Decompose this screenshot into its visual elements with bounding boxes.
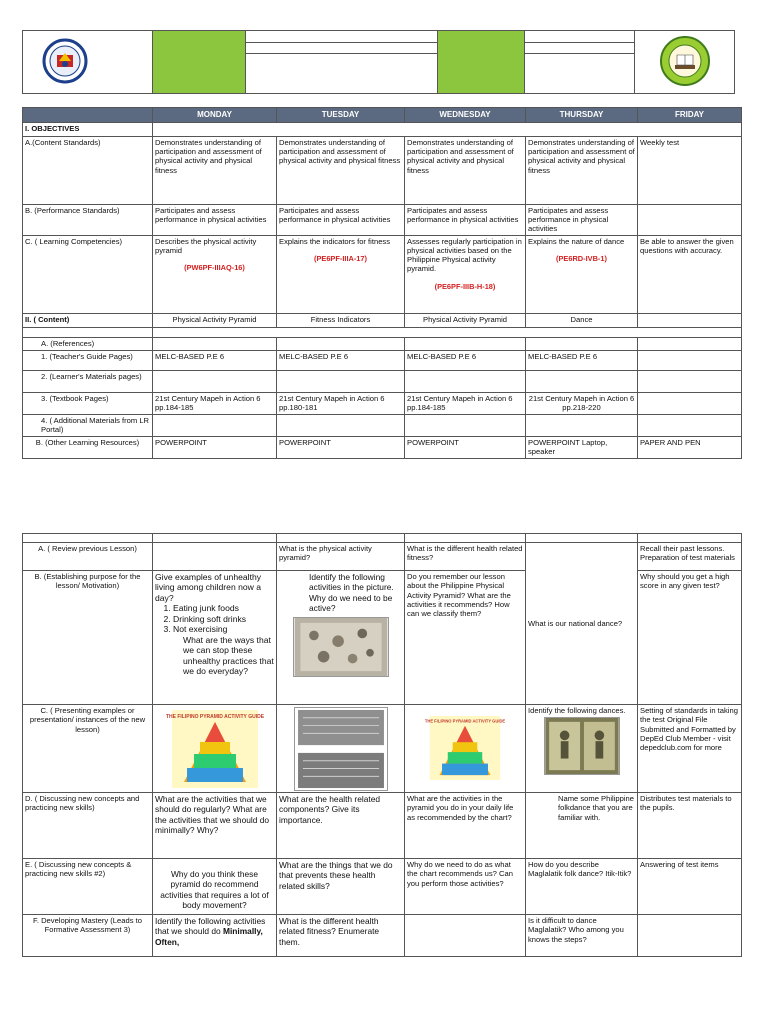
presenting-label: C. ( Presenting examples or presentation/ instances of the new lesson)	[23, 705, 153, 793]
pyramid-guide-image	[165, 710, 264, 788]
corner-header	[23, 108, 153, 123]
day-header-monday: MONDAY	[153, 108, 277, 123]
discussing2-wed: Why do we need to do as what the chart recommends us? Can you perform those activities?	[405, 859, 526, 915]
performance-standards-wed: Participates and assess performance in physical activities	[405, 204, 526, 235]
header-field-6	[525, 54, 635, 94]
discussing1-fri: Distributes test materials to the pupils.	[638, 793, 742, 859]
other-resources-tue: POWERPOINT	[277, 436, 405, 458]
unhealthy-list	[173, 603, 274, 634]
competency-code: (PE6PF-IIIA-17)	[314, 253, 367, 263]
purpose-wed: Do you remember our lesson about the Philippine Physical Activity Pyramid? What are the activities it recommends? How can we classify them?	[405, 571, 526, 705]
teachers-guide-mon: MELC-BASED P.E 6	[153, 350, 277, 370]
presenting-thu-text: Identify the following dances.	[528, 706, 626, 715]
other-resources-mon: POWERPOINT	[153, 436, 277, 458]
objectives-blank	[153, 122, 742, 136]
content-wed: Physical Activity Pyramid	[405, 313, 526, 327]
presenting-fri: Setting of standards in taking the test Original File Submitted and Formatted by DepEd Club Member - visit depedclub.com for more	[638, 705, 742, 793]
performance-standards-label: B. (Performance Standards)	[23, 204, 153, 235]
competency-text: Assesses regularly participation in physical activities based on the Philippine Physical activity pyramid.	[407, 236, 522, 274]
content-tue: Fitness Indicators	[277, 313, 405, 327]
header-field-2	[525, 31, 635, 43]
discussing1-label: D. ( Discussing new concepts and practicing new skills)	[23, 793, 153, 859]
school-seal-icon	[635, 31, 735, 91]
competencies-fri: Be able to answer the given questions with accuracy.	[638, 235, 742, 313]
mastery-mon-text: Identify the following activities that we should do	[155, 916, 266, 937]
day-header-thursday: THURSDAY	[526, 108, 638, 123]
discussing1-wed: What are the activities in the pyramid you do in your daily life as recommended by the chart?	[405, 793, 526, 859]
purpose-tue-text: Identify the following activities in the picture. Why do we need to be active?	[309, 572, 394, 613]
discussing2-thu: How do you describe Maglalatik folk dance? Itik-Itik?	[526, 859, 638, 915]
list-item: 1. Eating junk foods	[173, 603, 274, 613]
presenting-mon	[153, 705, 277, 793]
purpose-fri: Why should you get a high score in any given test?	[638, 571, 742, 705]
textbook-wed: 21st Century Mapeh in Action 6 pp.184-185	[405, 392, 526, 414]
presenting-wed	[405, 705, 526, 793]
performance-standards-thu: Participates and assess performance in physical activities	[526, 204, 638, 235]
competency-code: (PE6PF-IIIB-H-18)	[434, 281, 496, 291]
pyramid-title: THE FILIPINO PYRAMID ACTIVITY GUIDE	[165, 714, 264, 720]
content-standards-label: A.(Content Standards)	[23, 136, 153, 204]
performance-standards-fri	[638, 204, 742, 235]
pyramid-guide-image-2	[424, 716, 506, 780]
discussing2-fri: Answering of test items	[638, 859, 742, 915]
purpose-mon-outro: What are the ways that we can stop these unhealthy practices that we do everyday?	[183, 634, 274, 677]
discussing1-thu	[526, 793, 638, 859]
textbook-tue: 21st Century Mapeh in Action 6 pp.180-181	[277, 392, 405, 414]
other-resources-thu: POWERPOINT Laptop, speaker	[526, 436, 638, 458]
review-wed: What is the different health related fitness?	[405, 543, 526, 571]
content-standards-tue: Demonstrates understanding of participation and assessment of physical activity and physical fitness	[277, 136, 405, 204]
activities-picture	[293, 617, 389, 677]
textbook-label: 3. (Textbook Pages)	[23, 392, 153, 414]
day-header-tuesday: TUESDAY	[277, 108, 405, 123]
deped-logo-cell	[23, 31, 153, 94]
day-header-friday: FRIDAY	[638, 108, 742, 123]
presenting-tue	[277, 705, 405, 793]
references-label: A. (References)	[23, 337, 153, 350]
objectives-heading: I. OBJECTIVES	[23, 122, 153, 136]
content-standards-fri: Weekly test	[638, 136, 742, 204]
learners-materials-label: 2. (Learner's Materials pages)	[23, 370, 153, 392]
header-green-block-1	[153, 31, 246, 94]
header-field-1	[246, 31, 438, 43]
teachers-guide-label: 1. (Teacher's Guide Pages)	[23, 350, 153, 370]
discussing1-mon: What are the activities that we should do regularly? What are the activities that we should do minimally? Why?	[153, 793, 277, 859]
textbook-thu: 21st Century Mapeh in Action 6 pp.218-220	[526, 392, 638, 414]
discussing1-thu-text: Name some Philippine folkdance that you are familiar with.	[558, 794, 634, 822]
mastery-fri	[638, 915, 742, 957]
other-resources-label: B. (Other Learning Resources)	[23, 436, 153, 458]
mastery-thu: Is it difficult to dance Maglalatik? Who among you knows the steps?	[526, 915, 638, 957]
purpose-mon	[153, 571, 277, 705]
performance-standards-mon: Participates and assess performance in physical activities	[153, 204, 277, 235]
content-label: II. ( Content)	[23, 313, 153, 327]
lesson-plan-table	[22, 107, 742, 459]
pyramid-title: THE FILIPINO PYRAMID ACTIVITY GUIDE	[424, 718, 506, 724]
discussing2-label: E. ( Discussing new concepts & practicing new skills #2)	[23, 859, 153, 915]
dance-picture	[544, 717, 620, 775]
mastery-tue: What is the different health related fitness? Enumerate them.	[277, 915, 405, 957]
purpose-mon-intro: Give examples of unhealthy living among children now a day?	[155, 572, 262, 603]
competencies-tue	[277, 235, 405, 313]
day-header-wednesday: WEDNESDAY	[405, 108, 526, 123]
purpose-label: B. (Establishing purpose for the lesson/ Motivation)	[23, 571, 153, 705]
school-header	[22, 30, 735, 94]
header-green-block-2	[438, 31, 525, 94]
presenting-thu	[526, 705, 638, 793]
teachers-guide-tue: MELC-BASED P.E 6	[277, 350, 405, 370]
procedures-table	[22, 533, 742, 957]
content-standards-thu: Demonstrates understanding of participation and assessment of physical activity and physical fitness	[526, 136, 638, 204]
competencies-wed	[405, 235, 526, 313]
school-logo-cell	[635, 31, 735, 94]
content-thu: Dance	[526, 313, 638, 327]
mastery-wed	[405, 915, 526, 957]
performance-standards-tue: Participates and assess performance in physical activities	[277, 204, 405, 235]
review-tue: What is the physical activity pyramid?	[277, 543, 405, 571]
competency-text: Describes the physical activity pyramid	[155, 236, 257, 255]
discussing2-mon: Why do you think these pyramid do recommend activities that requires a lot of body movement?	[153, 859, 277, 915]
header-field-4	[525, 43, 635, 54]
additional-materials-label: 4. ( Additional Materials from LR Portal)	[23, 414, 153, 436]
list-item: 2. Drinking soft drinks	[173, 614, 274, 624]
mastery-mon-bold: Minimally, Often,	[155, 926, 263, 947]
other-resources-wed: POWERPOINT	[405, 436, 526, 458]
content-standards-mon: Demonstrates understanding of participation and assessment of physical activity and physical fitness	[153, 136, 277, 204]
competencies-label: C. ( Learning Competencies)	[23, 235, 153, 313]
content-mon: Physical Activity Pyramid	[153, 313, 277, 327]
competencies-thu	[526, 235, 638, 313]
review-label: A. ( Review previous Lesson)	[23, 543, 153, 571]
header-field-5	[246, 54, 438, 94]
other-resources-fri: PAPER AND PEN	[638, 436, 742, 458]
content-standards-wed: Demonstrates understanding of participation and assessment of physical activity and physical fitness	[405, 136, 526, 204]
purpose-thu: What is our national dance?	[526, 543, 638, 705]
content-fri	[638, 313, 742, 327]
spacer-row	[23, 327, 153, 337]
competency-text: Explains the indicators for fitness	[279, 236, 391, 246]
fitness-chart-image	[294, 707, 388, 791]
discussing2-tue: What are the things that we do that prevents these health related skills?	[277, 859, 405, 915]
competency-text: Explains the nature of dance	[528, 236, 625, 246]
header-field-3	[246, 43, 438, 54]
review-fri: Recall their past lessons. Preparation of test materials	[638, 543, 742, 571]
list-item: 3. Not exercising	[173, 624, 274, 634]
purpose-tue	[277, 571, 405, 705]
mastery-mon	[153, 915, 277, 957]
deped-seal-icon	[23, 31, 153, 91]
competencies-mon	[153, 235, 277, 313]
textbook-mon: 21st Century Mapeh in Action 6 pp.184-185	[153, 392, 277, 414]
teachers-guide-wed: MELC-BASED P.E 6	[405, 350, 526, 370]
competency-code: (PE6RD-IVB-1)	[556, 253, 607, 263]
teachers-guide-thu: MELC-BASED P.E 6	[526, 350, 638, 370]
competency-code: (PW6PF-IIIAQ-16)	[184, 263, 245, 272]
day-header-row	[23, 108, 742, 123]
mastery-label: F. Developing Mastery (Leads to Formative Assessment 3)	[23, 915, 153, 957]
discussing1-tue: What are the health related components? Give its importance.	[277, 793, 405, 859]
